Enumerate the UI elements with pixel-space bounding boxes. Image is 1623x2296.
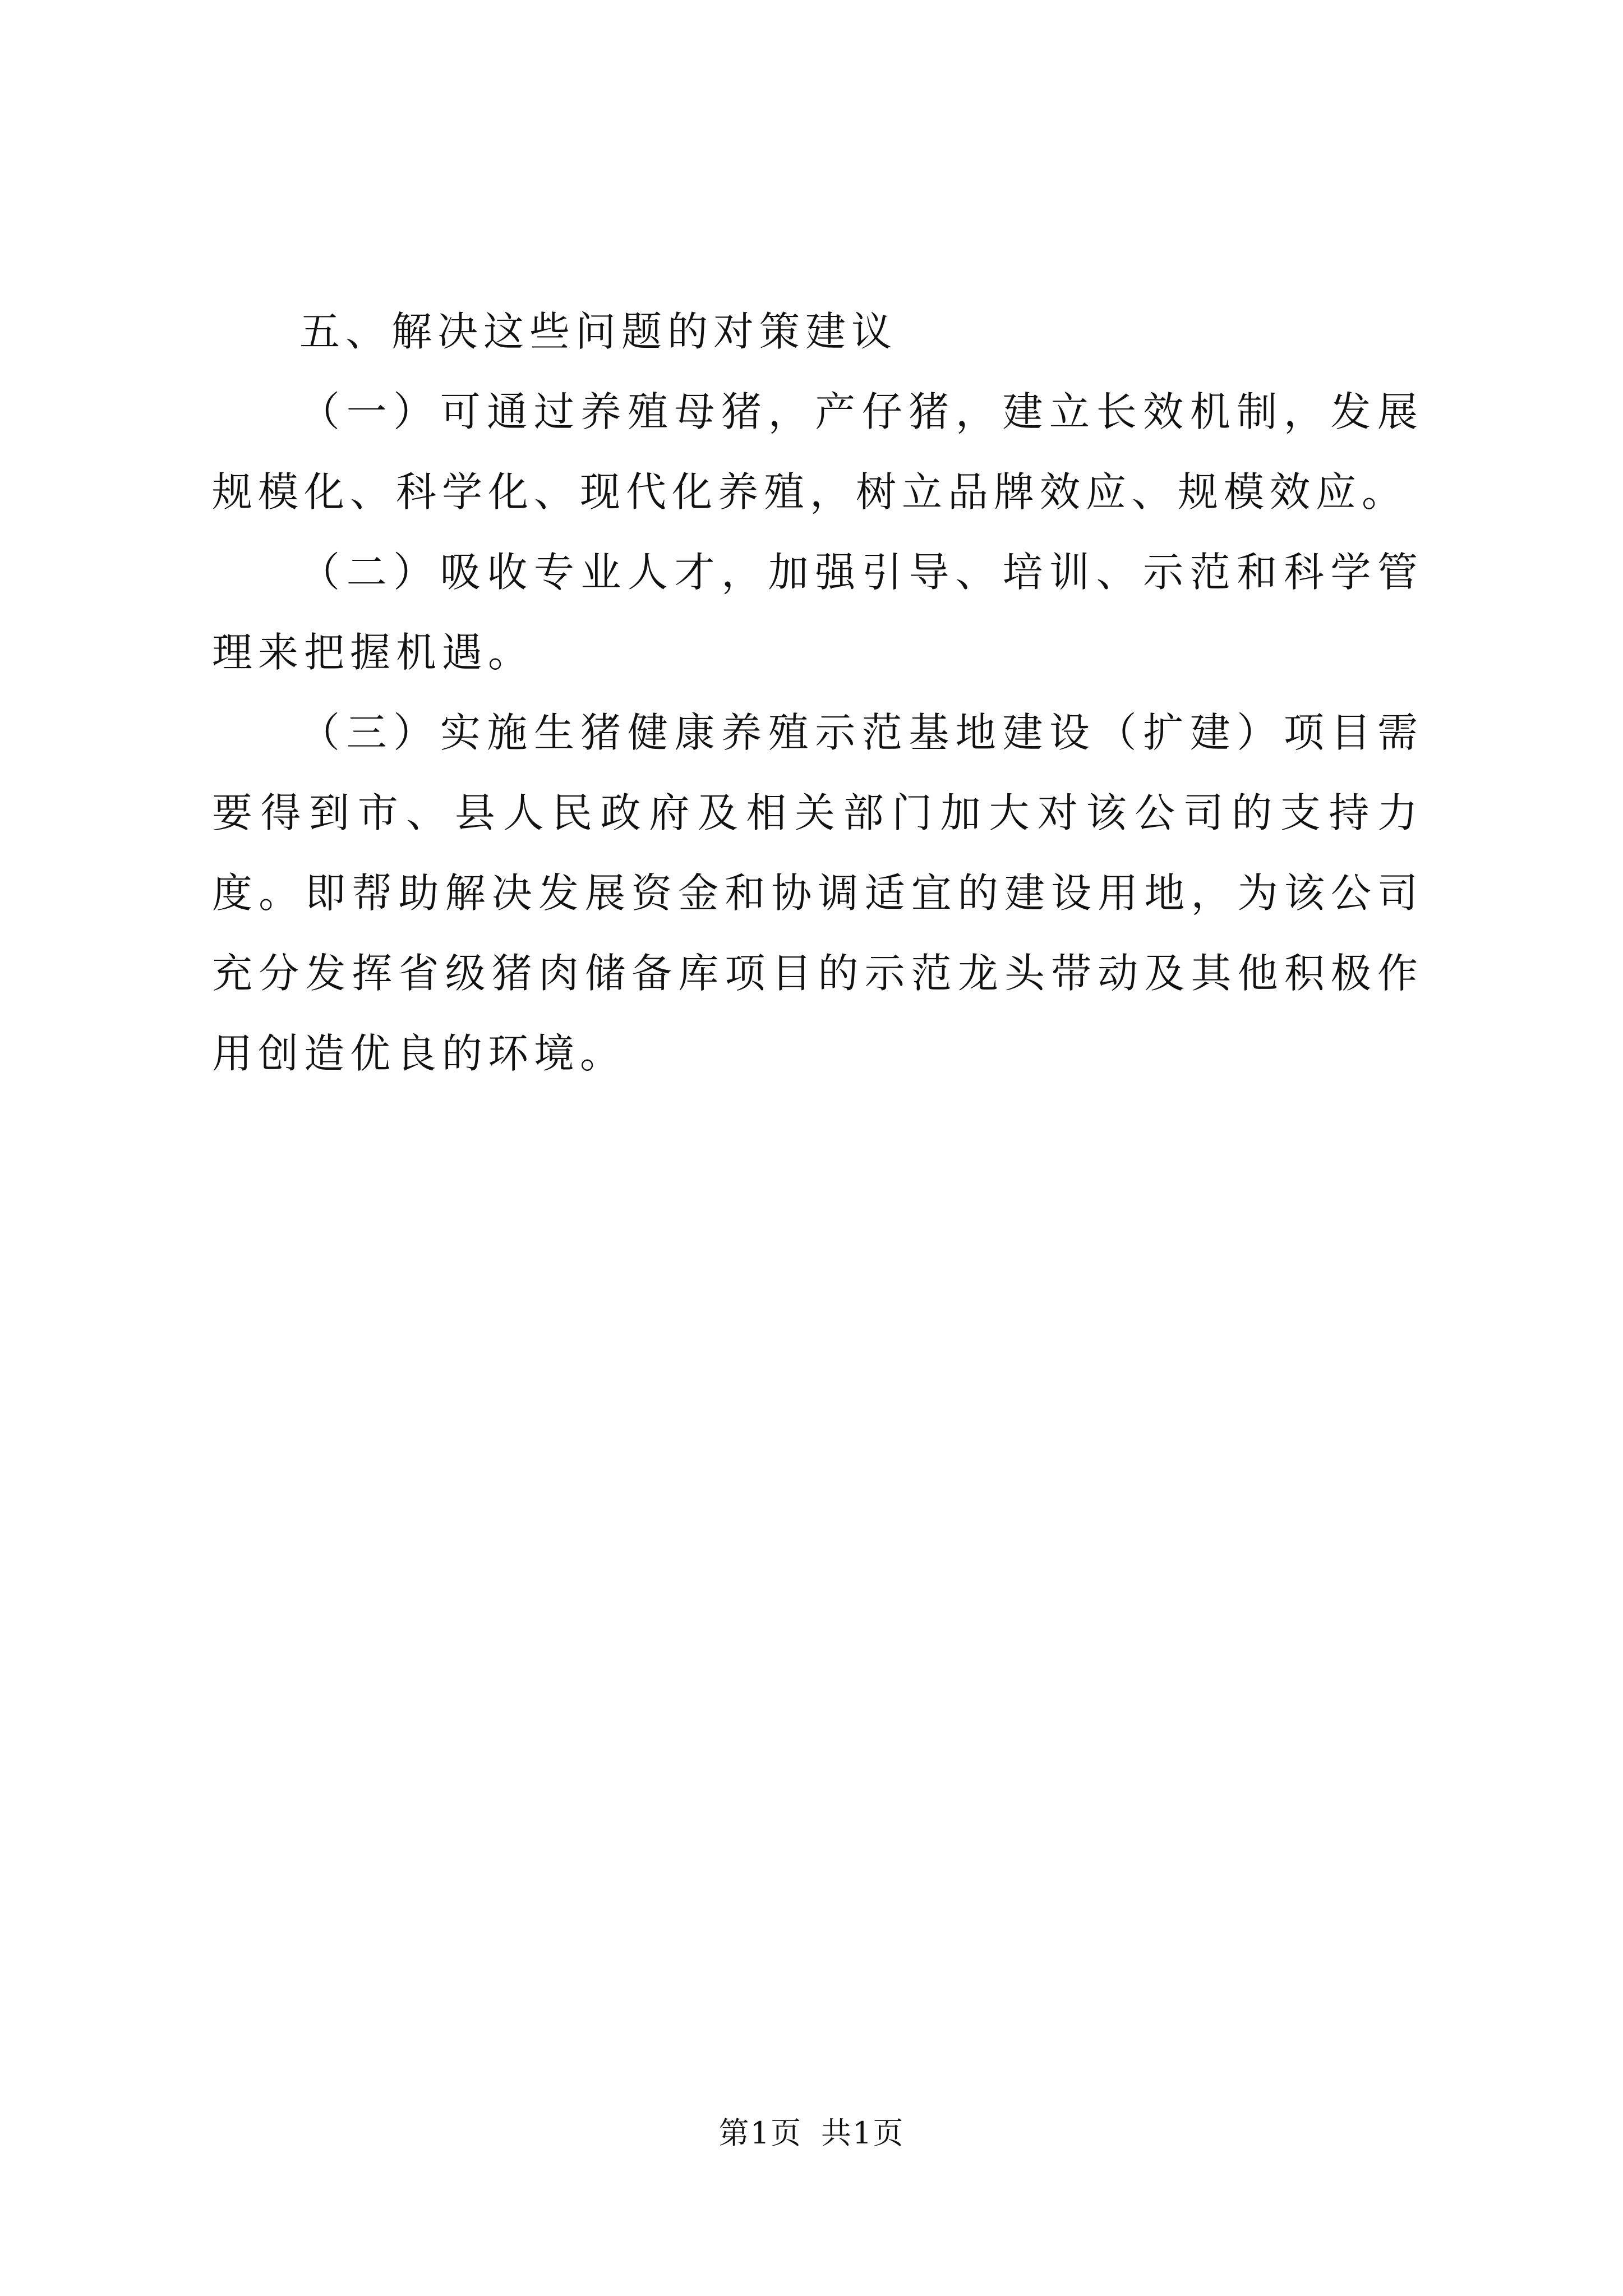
- section-heading: 五、解决这些问题的对策建议: [299, 308, 898, 355]
- page-number-current: 第1页: [718, 2115, 802, 2151]
- paragraph-2: （二）吸收专业人才，加强引导、培训、示范和科学管理来把握机遇。: [212, 549, 1423, 676]
- paragraph-3: （三）实施生猪健康养殖示范基地建设（扩建）项目需要得到市、县人民政府及相关部门加大对该公司的支持力度。即帮助解决发展资金和协调适宜的建设用地，为该公司充分发挥省级猪肉储备库项目的示范龙头带动及其他积极作用创造优良的环境。: [212, 709, 1423, 1077]
- document-body: [212, 292, 1423, 1094]
- paragraph-1: （一）可通过养殖母猪，产仔猪，建立长效机制，发展规模化、科学化、现代化养殖，树立品牌效应、规模效应。: [212, 388, 1423, 516]
- page-footer: [0, 2109, 1623, 2152]
- page-number-total: 共1页: [821, 2115, 905, 2151]
